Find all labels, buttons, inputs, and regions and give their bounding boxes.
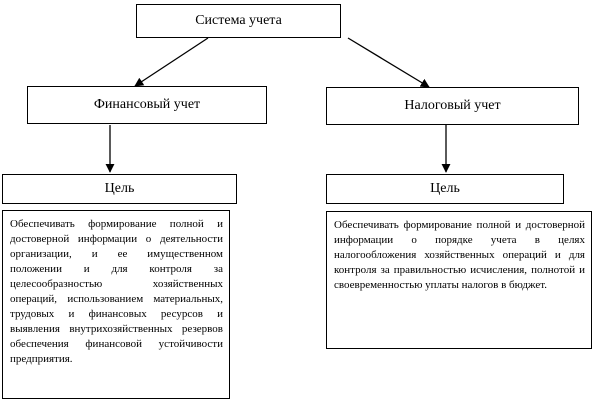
root-node-box bbox=[136, 4, 341, 38]
financial-accounting-label: Финансовый учет bbox=[93, 97, 201, 112]
arrow-root-to-financial bbox=[135, 38, 208, 86]
financial-goal-text-box bbox=[2, 210, 230, 399]
root-node-label: Система учета bbox=[195, 13, 282, 28]
tax-goal-text-box bbox=[326, 211, 592, 349]
tax-accounting-label: Налоговый учет bbox=[404, 98, 501, 113]
tax-goal-text: Обеспечивать формирование полной и достоверной информации о порядке учета в целях налогообложения хозяйственных операций и для контроля за правильностью исчисления, полнотой и своевременностью уплаты налогов в бюджет. bbox=[334, 219, 585, 291]
financial-goal-header-box bbox=[2, 174, 237, 204]
financial-goal-header-label: Цель bbox=[104, 181, 135, 196]
tax-goal-header-box bbox=[326, 174, 564, 204]
financial-accounting-box bbox=[27, 86, 267, 124]
arrow-root-to-tax bbox=[348, 38, 429, 87]
financial-goal-text: Обеспечивать формирование полной и достоверной информации о деятельности организации, и ее имущественном положении и для контроля за целесообразностью хозяйственных операций, использованием материальных, трудовых и финансовых ресурсов и выявления внутрихозяйственных резервов обеспечения финансовой устойчивости предприятия. bbox=[10, 218, 223, 365]
tax-goal-header-label: Цель bbox=[430, 181, 460, 196]
tax-accounting-box bbox=[326, 87, 579, 125]
